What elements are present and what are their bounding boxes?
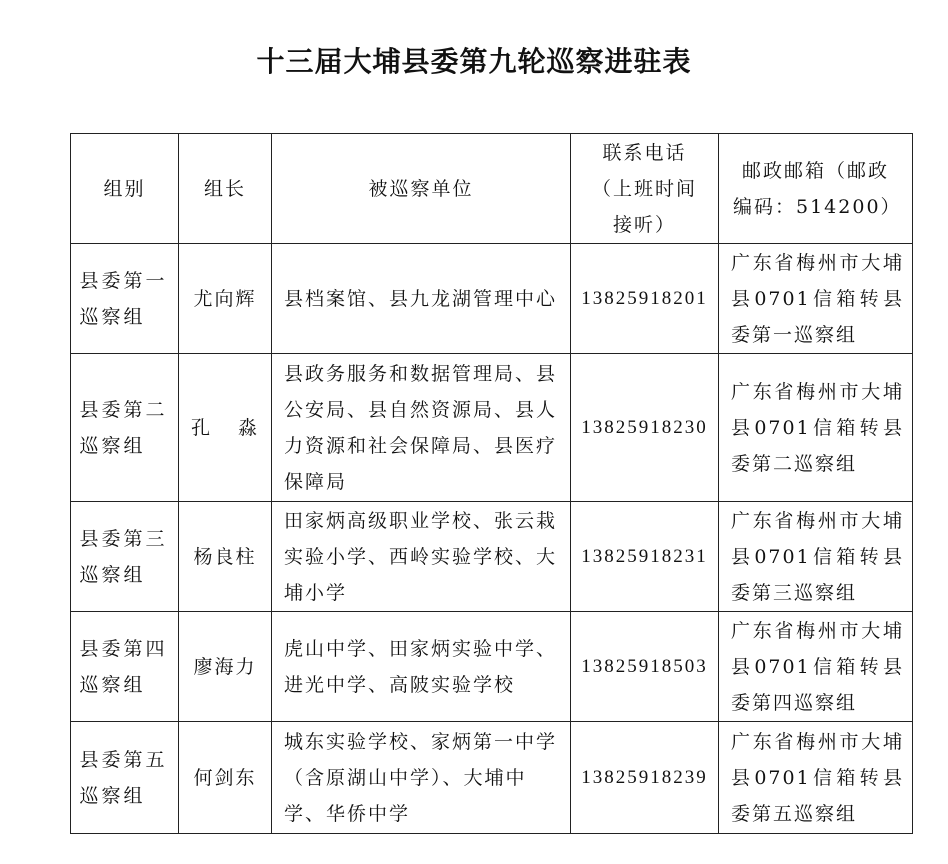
phone-cell: 13825918201: [571, 244, 719, 354]
mail-cell: 广东省梅州市大埔县0701信箱转县委第二巡察组: [719, 354, 913, 502]
header-mail: 邮政邮箱（邮政编码：514200）: [719, 134, 913, 244]
units-cell: 县档案馆、县九龙湖管理中心: [272, 244, 571, 354]
leader-cell: 杨良柱: [179, 502, 272, 612]
table-row: [71, 612, 913, 722]
inspection-table: [70, 133, 913, 834]
page-title: 十三届大埔县委第九轮巡察进驻表: [256, 45, 692, 78]
leader-cell: 何剑东: [179, 722, 272, 834]
phone-cell: 13825918230: [571, 354, 719, 502]
group-cell: 县委第四巡察组: [79, 637, 168, 696]
table-row: [71, 244, 913, 354]
leader-cell: 孔 淼: [179, 354, 272, 502]
phone-cell: 13825918231: [571, 502, 719, 612]
header-leader: 组长: [179, 134, 272, 244]
table-header-row: [71, 134, 913, 244]
group-cell: 县委第二巡察组: [79, 398, 168, 457]
group-cell: 县委第三巡察组: [79, 527, 168, 586]
mail-cell: 广东省梅州市大埔县0701信箱转县委第一巡察组: [719, 244, 913, 354]
units-cell: 田家炳高级职业学校、张云栽实验小学、西岭实验学校、大埔小学: [272, 502, 571, 612]
leader-cell: 廖海力: [179, 612, 272, 722]
table-row: [71, 722, 913, 834]
units-cell: 城东实验学校、家炳第一中学（含原湖山中学）、大埔中学、华侨中学: [272, 722, 571, 834]
units-cell: 县政务服务和数据管理局、县公安局、县自然资源局、县人力资源和社会保障局、县医疗保障局: [272, 354, 571, 502]
group-cell: 县委第一巡察组: [79, 269, 168, 328]
leader-cell: 尤向辉: [179, 244, 272, 354]
header-group: 组别: [71, 134, 179, 244]
phone-cell: 13825918503: [571, 612, 719, 722]
header-phone: 联系电话（上班时间接听）: [571, 134, 719, 244]
mail-cell: 广东省梅州市大埔县0701信箱转县委第四巡察组: [719, 612, 913, 722]
units-cell: 虎山中学、田家炳实验中学、进光中学、高陂实验学校: [272, 612, 571, 722]
mail-cell: 广东省梅州市大埔县0701信箱转县委第三巡察组: [719, 502, 913, 612]
header-units: 被巡察单位: [272, 134, 571, 244]
group-cell: 县委第五巡察组: [79, 748, 168, 807]
table-row: [71, 354, 913, 502]
mail-cell: 广东省梅州市大埔县0701信箱转县委第五巡察组: [719, 722, 913, 834]
table-row: [71, 502, 913, 612]
phone-cell: 13825918239: [571, 722, 719, 834]
